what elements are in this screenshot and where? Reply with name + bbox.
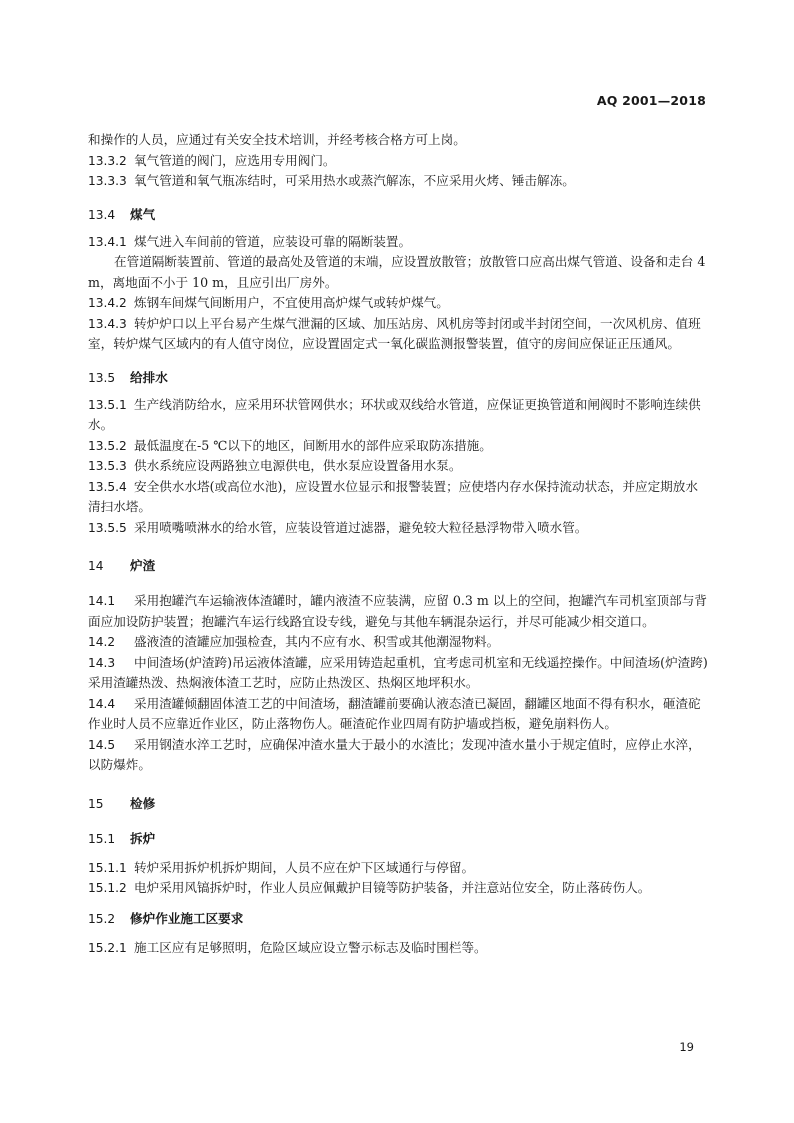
clause-text: 采用钢渣水淬工艺时，应确保冲渣水量大于最小的水渣比；发现冲渣水量小于规定值时，应停止水淬，以防爆炸。	[88, 736, 701, 772]
clause-text: 最低温度在-5 ℃以下的地区，间断用水的部件应采取防冻措施。	[134, 437, 492, 453]
clause-number: 14.2	[88, 635, 116, 649]
section-heading-15-2	[88, 909, 708, 929]
clause-14-3	[88, 653, 708, 694]
clause-number: 13.4.1	[88, 234, 127, 249]
clause-text: 中间渣场(炉渣跨)吊运液体渣罐，应采用铸造起重机，宜考虑司机室和无线遥控操作。中间渣场(炉渣跨)采用渣罐热泼、热焖液体渣工艺时，应防止热泼区、热焖区地坪积水。	[88, 654, 708, 690]
clause-text: 炼钢车间煤气间断用户，不宜使用高炉煤气或转炉煤气。	[134, 295, 449, 310]
clause-text: 电炉采用风镐拆炉时，作业人员应佩戴护目镜等防护装备，并注意站位安全，防止落砖伤人。	[134, 880, 651, 895]
section-heading-13-4	[88, 205, 708, 225]
clause-number: 15.1.1	[88, 860, 127, 875]
clause-13-3-3	[88, 171, 708, 192]
clause-number: 13.5.2	[88, 438, 127, 453]
clause-text: 生产线消防给水，应采用环状管网供水；环状或双线给水管道，应保证更换管道和闸阀时不影响连续供水。	[88, 396, 701, 432]
clause-text: 氧气管道的阀门，应选用专用阀门。	[134, 152, 336, 168]
section-title: 给排水	[130, 369, 168, 385]
clause-number: 14.5	[88, 737, 116, 752]
clause-13-4-1-paragraph: 在管道隔断装置前、管道的最高处及管道的末端，应设置放散管；放散管口应高出煤气管道、设备和走台 4 m，离地面不小于 10 m，且应引出厂房外。	[88, 254, 706, 290]
clause-14-1	[88, 591, 708, 632]
clause-text: 采用抱罐汽车运输液体渣罐时，罐内液渣不应装满，应留 0.3 m 以上的空间，抱罐汽车司机室顶部与背面应加设防护装置；抱罐汽车运行线路宜设专线，避免与其他车辆混杂运行，并尽可能减少相交道口。	[88, 593, 707, 629]
section-number: 13.5	[88, 370, 116, 385]
clause-text: 转炉采用拆炉机拆炉期间，人员不应在炉下区域通行与停留。	[134, 859, 475, 875]
clause-15-2-1	[88, 938, 708, 959]
clause-text: 采用喷嘴喷淋水的给水管，应装设管道过滤器，避免较大粒径悬浮物带入喷水管。	[134, 519, 588, 535]
clause-number: 13.3.3	[88, 174, 127, 188]
clause-13-4-2	[88, 293, 708, 314]
clause-number: 13.5.1	[88, 397, 127, 412]
clause-13-5-5	[88, 518, 708, 539]
clause-number: 13.5.4	[88, 479, 127, 494]
clause-13-3-2	[88, 151, 708, 172]
clause-13-4-3	[88, 314, 708, 355]
clause-text: 供水系统应设两路独立电源供电，供水泵应设置备用水泵。	[134, 458, 462, 473]
standard-code: AQ 2001—2018	[596, 93, 706, 108]
clause-text: 安全供水水塔(或高位水池)，应设置水位显示和报警装置；应使塔内存水保持流动状态，并应定期放水清扫水塔。	[88, 478, 698, 514]
clause-text: 盛液渣的渣罐应加强检查，其内不应有水、积雪或其他潮湿物料。	[134, 634, 500, 649]
chapter-heading-15	[88, 794, 708, 814]
clause-number: 14.4	[88, 696, 116, 711]
clause-14-4	[88, 694, 708, 735]
clause-13-5-1	[88, 395, 708, 436]
clause-14-2	[88, 632, 708, 653]
clause-text: 施工区应有足够照明，危险区域应设立警示标志及临时围栏等。	[134, 939, 487, 955]
clause-number: 14.3	[88, 655, 116, 670]
section-heading-15-1	[88, 829, 708, 849]
chapter-title: 检修	[130, 795, 156, 811]
chapter-number: 14	[88, 559, 104, 573]
section-number: 15.1	[88, 831, 116, 846]
chapter-title: 炉渣	[130, 558, 156, 573]
clause-15-1-1	[88, 858, 708, 879]
clause-text: 煤气进入车间前的管道，应装设可靠的隔断装置。	[134, 233, 412, 249]
paragraph-continuation: 和操作的人员，应通过有关安全技术培训，并经考核合格方可上岗。	[88, 132, 466, 147]
clause-number: 15.2.1	[88, 940, 127, 955]
clause-number: 15.1.2	[88, 881, 127, 895]
clause-13-4-1	[88, 232, 708, 253]
section-number: 15.2	[88, 911, 116, 926]
clause-number: 13.4.2	[88, 296, 127, 310]
clause-number: 13.5.5	[88, 520, 127, 535]
section-title: 煤气	[130, 206, 156, 222]
section-title: 拆炉	[130, 830, 156, 846]
clause-number: 13.5.3	[88, 459, 127, 473]
page-number: 19	[679, 1040, 694, 1054]
section-number: 13.4	[88, 207, 116, 222]
chapter-heading-14	[88, 556, 708, 576]
section-title: 修炉作业施工区要求	[130, 910, 244, 926]
clause-text: 转炉炉口以上平台易产生煤气泄漏的区域、加压站房、风机房等封闭或半封闭空间，一次风机房、值班室，转炉煤气区域内的有人值守岗位，应设置固定式一氧化碳监测报警装置，值守的房间应保证正压通风。	[88, 315, 701, 351]
clause-text: 氧气管道和氧气瓶冻结时，可采用热水或蒸汽解冻，不应采用火烤、锤击解冻。	[134, 173, 575, 188]
clause-14-5	[88, 735, 708, 776]
section-heading-13-5	[88, 368, 708, 388]
clause-number: 13.3.2	[88, 153, 127, 168]
clause-number: 14.1	[88, 594, 116, 608]
clause-13-5-4	[88, 477, 708, 518]
clause-number: 13.4.3	[88, 316, 127, 331]
clause-13-5-3	[88, 456, 708, 477]
clause-13-5-2	[88, 436, 708, 457]
clause-15-1-2	[88, 878, 708, 899]
clause-text: 采用渣罐倾翻固体渣工艺的中间渣场，翻渣罐前要确认液态渣已凝固，翻罐区地面不得有积水，砸渣砣作业时人员不应靠近作业区，防止落物伤人。砸渣砣作业四周有防护墙或挡板，避免崩料伤人。	[88, 695, 701, 731]
document-body	[88, 130, 708, 958]
chapter-number: 15	[88, 796, 104, 811]
